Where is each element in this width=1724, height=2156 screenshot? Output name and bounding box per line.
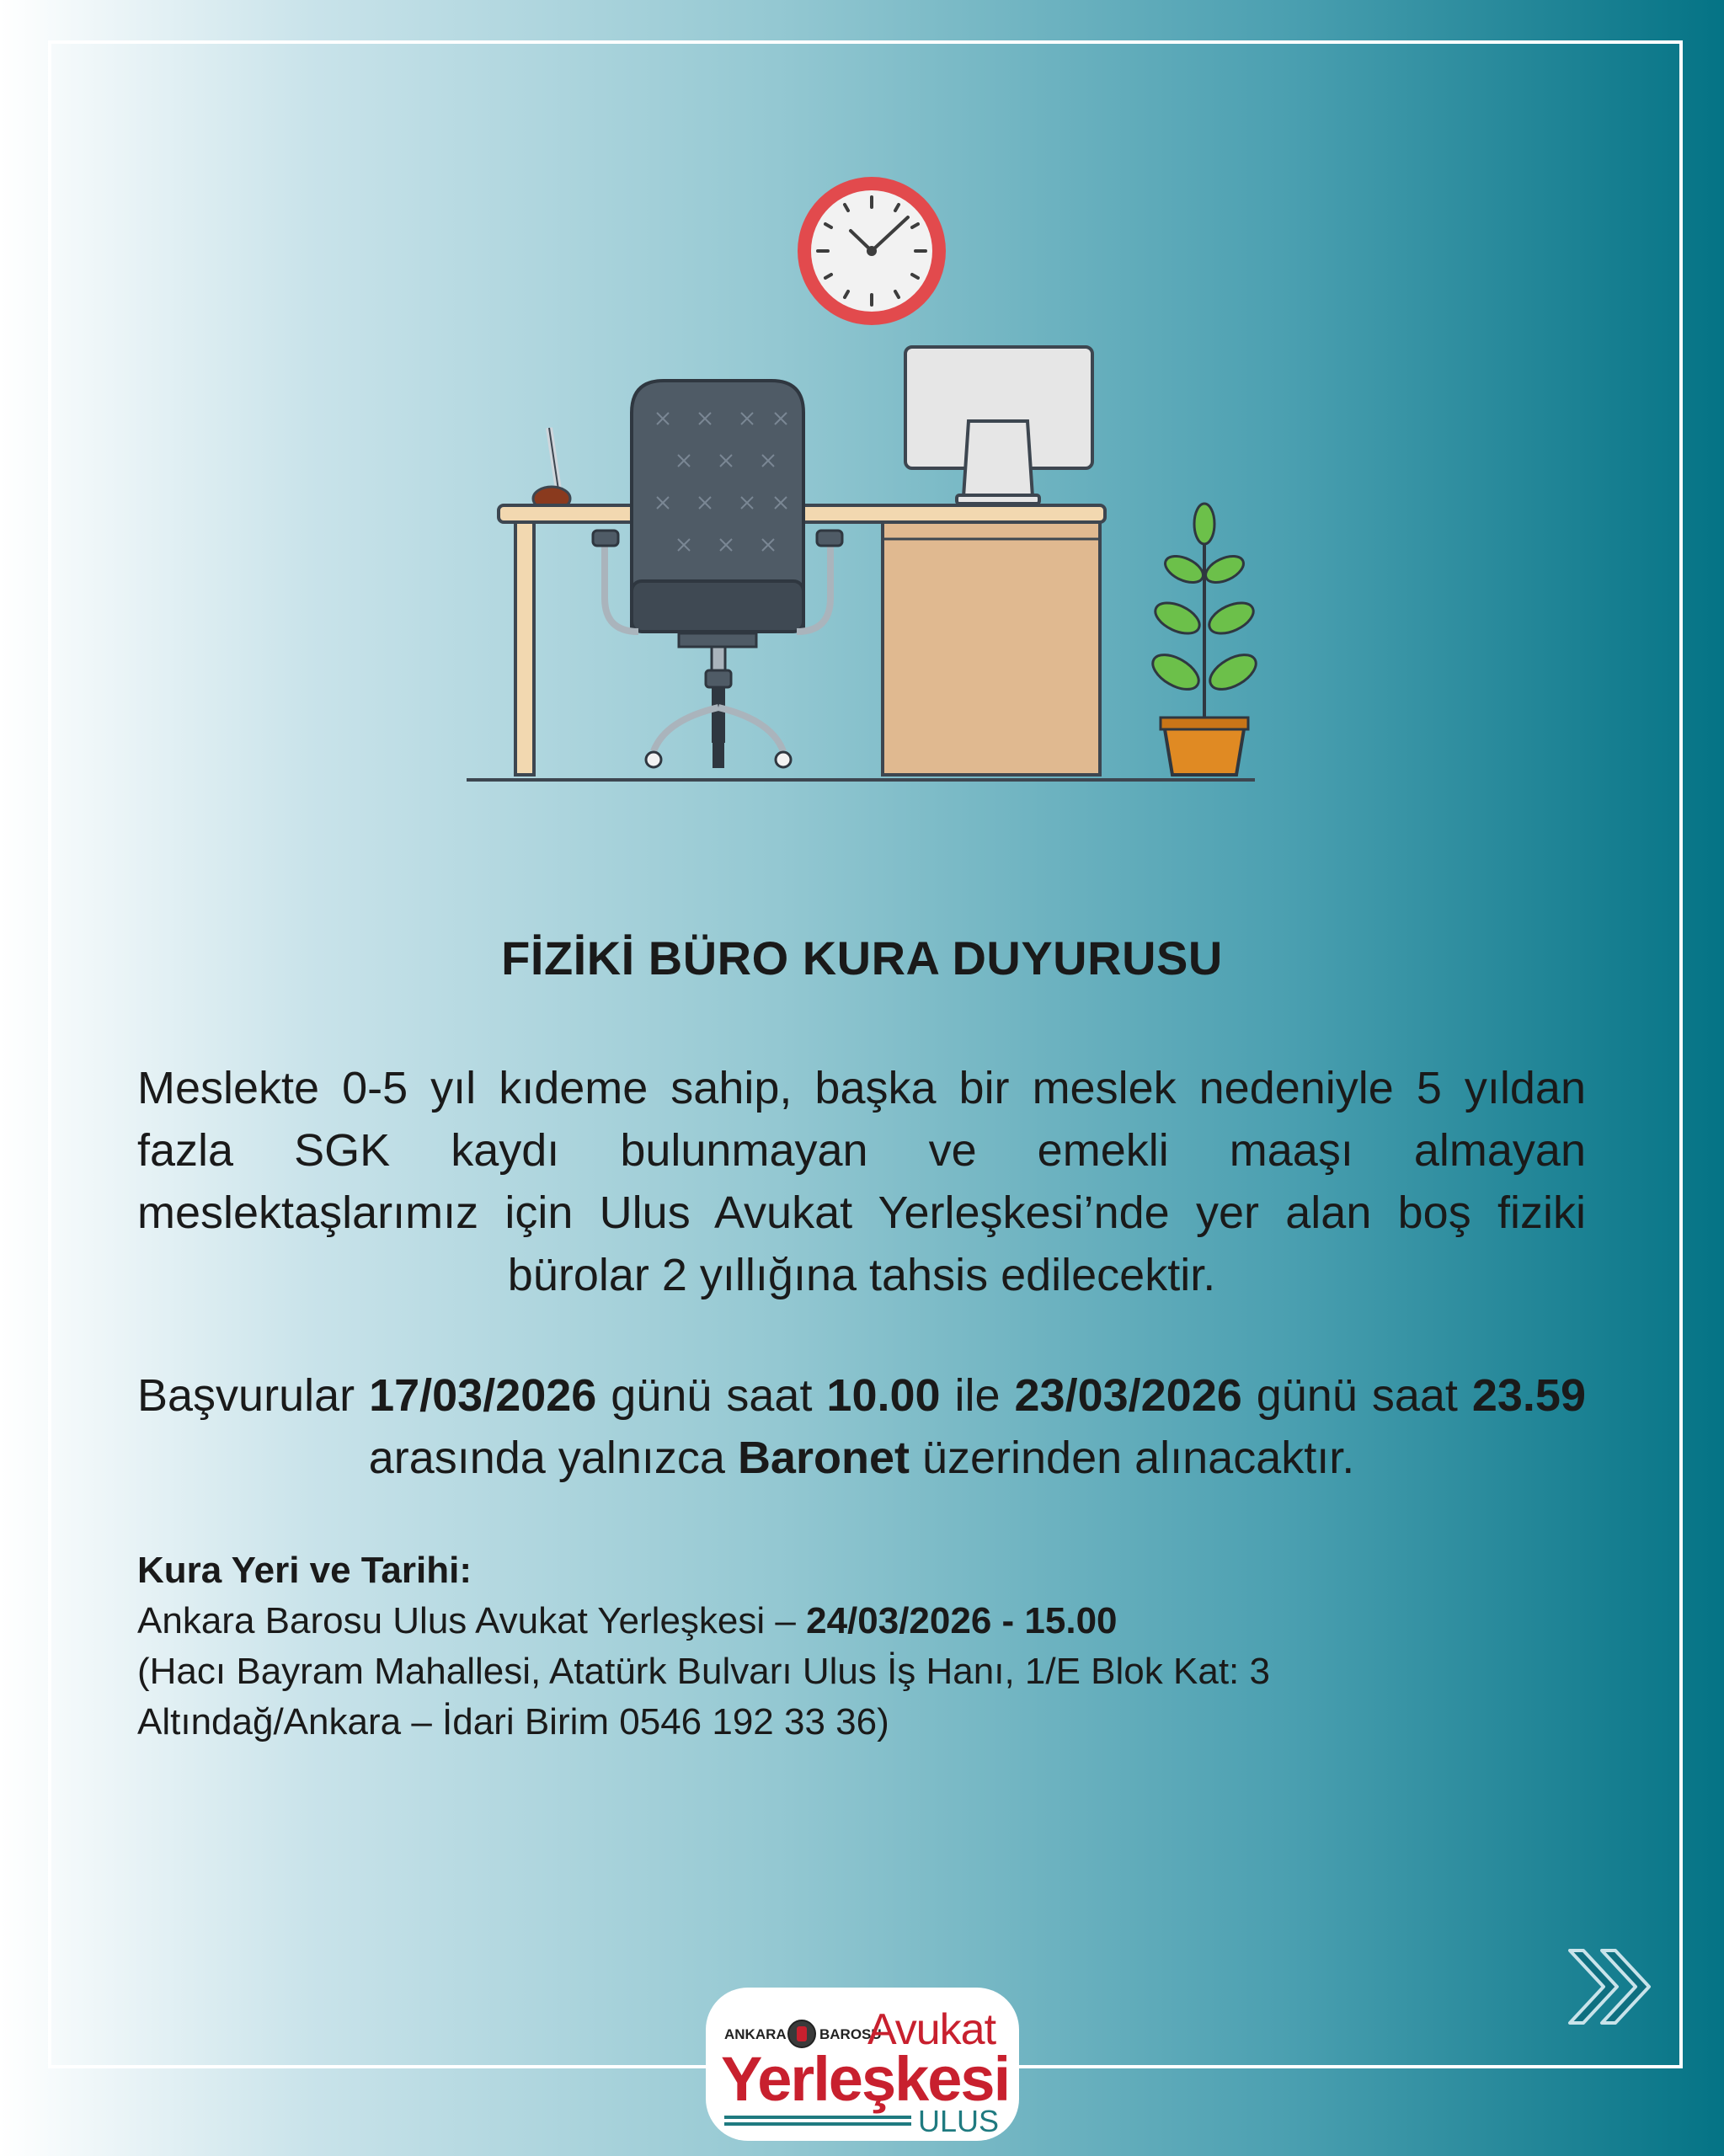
address-line-1: (Hacı Bayram Mahallesi, Atatürk Bulvarı Ulus İş Hanı, 1/E Blok Kat: 3 — [137, 1651, 1270, 1692]
monitor-icon — [905, 347, 1092, 504]
logo-divider — [724, 2122, 911, 2126]
end-date: 23/03/2026 — [1014, 1370, 1242, 1421]
double-chevron-right-icon[interactable] — [1565, 1942, 1654, 2031]
logo-avukat-text: Avukat — [867, 2005, 996, 2054]
announcement-title: FİZİKİ BÜRO KURA DUYURUSU — [501, 931, 1223, 985]
text-segment: üzerinden alınacaktır. — [909, 1433, 1355, 1483]
draw-datetime: 24/03/2026 - 15.00 — [806, 1600, 1118, 1641]
logo-barosu-text: BAROSU — [819, 2026, 882, 2042]
end-time: 23.59 — [1471, 1370, 1586, 1421]
draw-info-block — [137, 1545, 1569, 1748]
avukat-yerleskesi-logo — [706, 1988, 1019, 2141]
text-segment: arasında yalnızca — [368, 1433, 738, 1483]
office-illustration — [455, 160, 1280, 800]
text-segment: günü saat — [1241, 1370, 1472, 1421]
start-date: 17/03/2026 — [369, 1370, 597, 1421]
logo-ankara-text: ANKARA — [724, 2026, 787, 2042]
wall-clock-icon — [798, 177, 946, 325]
start-time: 10.00 — [826, 1370, 941, 1421]
draw-location: Ankara Barosu Ulus Avukat Yerleşkesi – — [137, 1600, 807, 1641]
address-line-2: Altındağ/Ankara – İdari Birim 0546 192 33 36) — [137, 1701, 889, 1742]
logo-divider — [724, 2116, 911, 2119]
text-segment: Başvurular — [137, 1370, 370, 1421]
platform-name: Baronet — [737, 1433, 910, 1483]
application-paragraph — [137, 1364, 1586, 1489]
text-segment: günü saat — [596, 1370, 827, 1421]
potted-plant-icon — [1147, 504, 1262, 775]
eligibility-paragraph: Meslekte 0-5 yıl kıdeme sahip, başka bir meslek nedeniyle 5 yıldan fazla SGK kaydı bulunmayan ve emekli maaşı almayan meslektaşlarımız için Ulus Avukat Yerleşkesi’nde yer alan boş fiziki bürolar 2 yıllığına tahsis edilecektir. — [137, 1063, 1586, 1300]
logo-yerleskesi-text: Yerleşkesi — [721, 2044, 1010, 2114]
logo-ulus-text: ULUS — [918, 2104, 1000, 2138]
office-chair-icon — [593, 381, 842, 768]
draw-location-line — [137, 1596, 1569, 1646]
text-segment: ile — [940, 1370, 1015, 1421]
draw-info-heading: Kura Yeri ve Tarihi: — [137, 1550, 472, 1591]
pen-holder-icon — [533, 428, 570, 510]
